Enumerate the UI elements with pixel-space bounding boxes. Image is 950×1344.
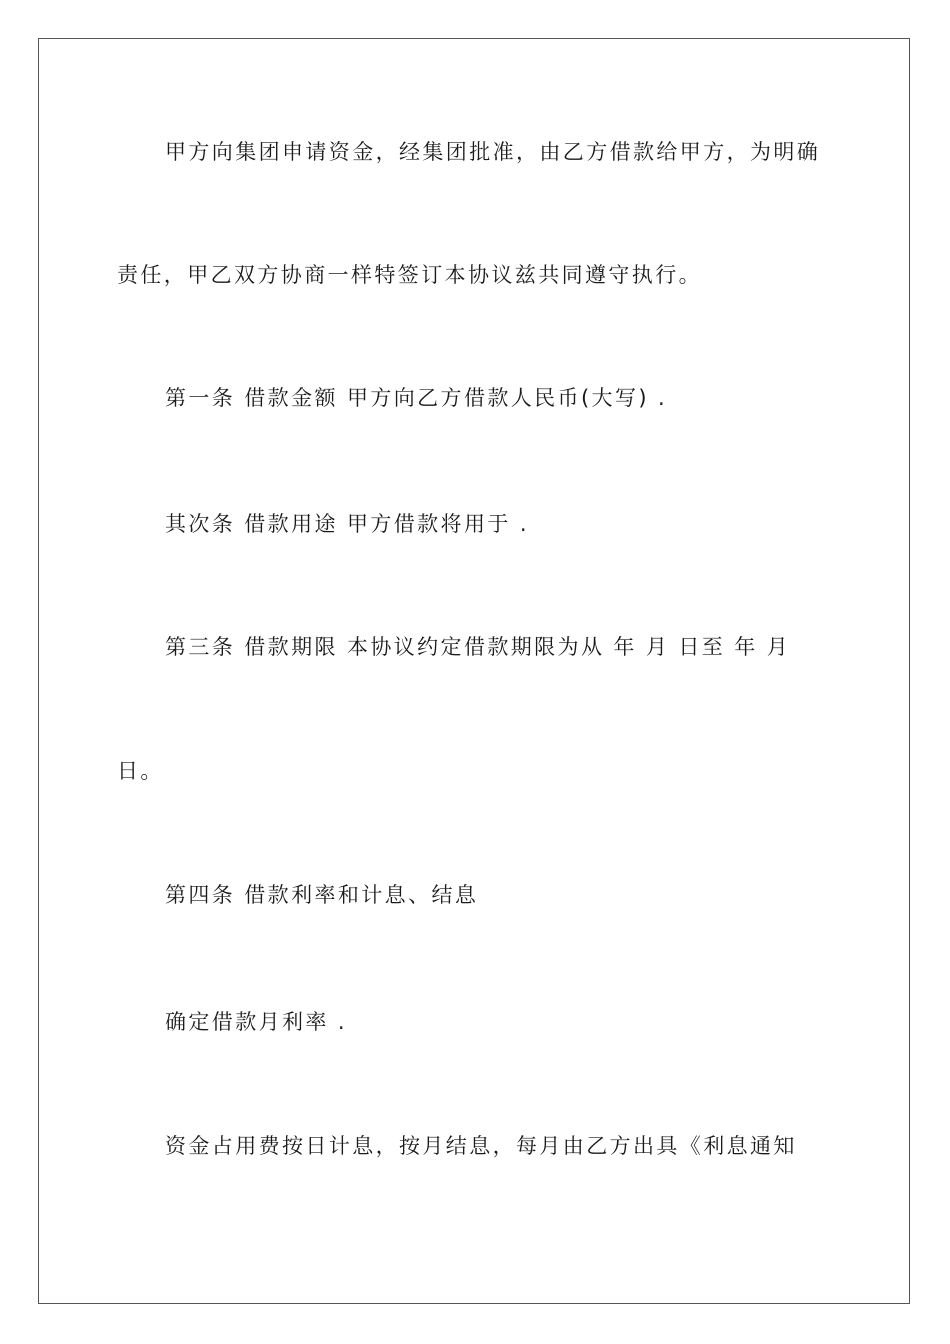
article-4-interest-calculation: 资金占用费按日计息，按月结息，每月由乙方出具《利息通知 [165, 1134, 797, 1158]
page-frame [38, 38, 910, 1304]
paragraph-intro-line-1: 甲方向集团申请资金，经集团批准，由乙方借款给甲方，为明确 [165, 140, 821, 164]
article-4-monthly-rate: 确定借款月利率 . [165, 1010, 347, 1034]
paragraph-intro-line-2: 责任，甲乙双方协商一样特签订本协议兹共同遵守执行。 [117, 263, 702, 287]
article-1-loan-amount: 第一条 借款金额 甲方向乙方借款人民币(大写) . [165, 386, 668, 410]
article-4-heading: 第四条 借款利率和计息、结息 [165, 883, 479, 907]
article-3-loan-term-line-2: 日。 [117, 759, 164, 783]
article-3-loan-term-line-1: 第三条 借款期限 本协议约定借款期限为从 年 月 日至 年 月 [165, 635, 791, 659]
article-2-loan-purpose: 其次条 借款用途 甲方借款将用于 . [165, 512, 529, 536]
